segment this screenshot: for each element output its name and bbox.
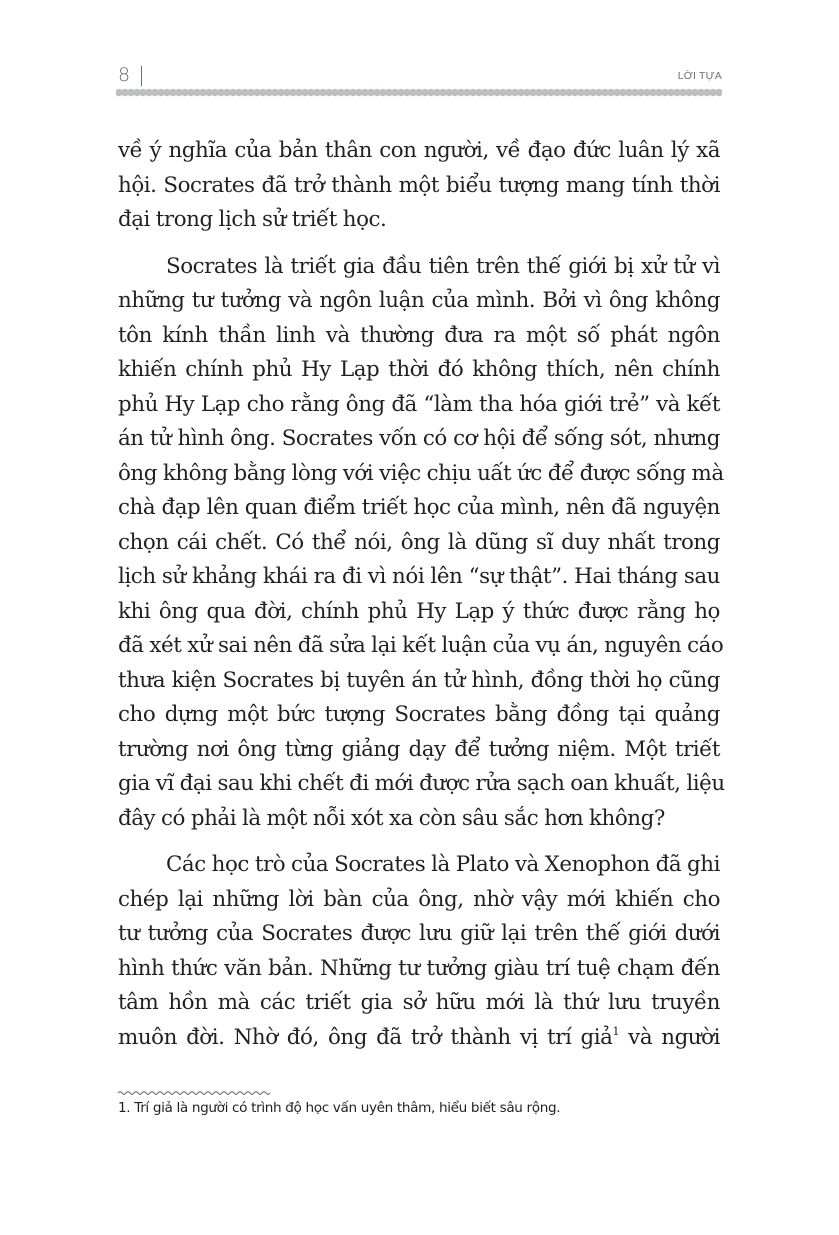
text-line: Socrates là triết gia đầu tiên trên thế giới bị xử tử vì xyxy=(166,253,720,279)
text-line: chà đạp lên quan điểm triết học của mình, nên đã nguyện xyxy=(118,495,720,520)
paragraph-3 xyxy=(118,848,720,1055)
footnote: 1. Trí giả là người có trình độ học vấn uyên thâm, hiểu biết sâu rộng. xyxy=(118,1100,561,1116)
text-line: cho dựng một bức tượng Socrates bằng đồng tại quảng xyxy=(118,702,720,727)
text-line: lịch sử khảng khái ra đi vì nói lên “sự thật”. Hai tháng sau xyxy=(118,564,720,589)
text-line: ông không bằng lòng với việc chịu uất ức để được sống mà xyxy=(118,460,724,486)
paragraph-1 xyxy=(118,134,720,238)
text-line: hình thức văn bản. Những tư tưởng giàu trí tuệ chạm đến xyxy=(118,955,720,981)
text-line: gia vĩ đại sau khi chết đi mới được rửa sạch oan khuất, liệu xyxy=(118,771,725,796)
text-line: chép lại những lời bàn của ông, nhờ vậy mới khiến cho xyxy=(118,886,720,912)
page-header xyxy=(116,64,722,88)
text-line: những tư tưởng và ngôn luận của mình. Bởi vì ông không xyxy=(118,288,720,313)
text-line: tâm hồn mà các triết gia sở hữu mới là thứ lưu truyền xyxy=(118,990,720,1015)
text-line: tư tưởng của Socrates được lưu giữ lại trên thế giới dưới xyxy=(118,921,720,946)
footnote-wavy-rule xyxy=(118,1089,270,1097)
decorative-scalloped-band xyxy=(116,88,722,97)
body-text xyxy=(118,134,725,1067)
text-line: khi ông qua đời, chính phủ Hy Lạp ý thức được rằng họ xyxy=(118,598,720,624)
text-line: phủ Hy Lạp cho rằng ông đã “làm tha hóa giới trẻ” và kết xyxy=(118,391,720,417)
text-line: hội. Socrates đã trở thành một biểu tượng mang tính thời xyxy=(118,172,720,198)
text-line: đây có phải là một nỗi xót xa còn sâu sắc hơn không? xyxy=(118,805,665,831)
text-line: đã xét xử sai nên đã sửa lại kết luận của vụ án, nguyên cáo xyxy=(118,633,724,658)
paragraph-2 xyxy=(118,250,725,837)
text-line: đại trong lịch sử triết học. xyxy=(118,207,387,232)
text-line: trường nơi ông từng giảng dạy để tưởng niệm. Một triết xyxy=(118,736,720,762)
text-segment: và người xyxy=(619,1024,720,1050)
text-segment: muôn đời. Nhờ đó, ông đã trở thành vị trí giả xyxy=(118,1024,613,1050)
page-number: 8 xyxy=(118,64,131,86)
header-separator xyxy=(141,66,142,86)
text-line: tôn kính thần linh và thường đưa ra một số phát ngôn xyxy=(118,322,720,348)
text-line-with-footnote xyxy=(118,1021,720,1056)
text-line: về ý nghĩa của bản thân con người, về đạo đức luân lý xã xyxy=(118,138,720,163)
text-line: thưa kiện Socrates bị tuyên án tử hình, đồng thời họ cũng xyxy=(118,667,720,693)
text-line: Các học trò của Socrates là Plato và Xenophon đã ghi xyxy=(166,852,720,877)
text-line: án tử hình ông. Socrates vốn có cơ hội để sống sót, nhưng xyxy=(118,426,720,451)
running-title: LỜI TỰA xyxy=(677,70,722,82)
footnote-reference[interactable]: 1 xyxy=(612,1024,620,1038)
text-line: chọn cái chết. Có thể nói, ông là dũng sĩ duy nhất trong xyxy=(118,529,720,555)
text-line: khiến chính phủ Hy Lạp thời đó không thích, nên chính xyxy=(118,357,720,382)
